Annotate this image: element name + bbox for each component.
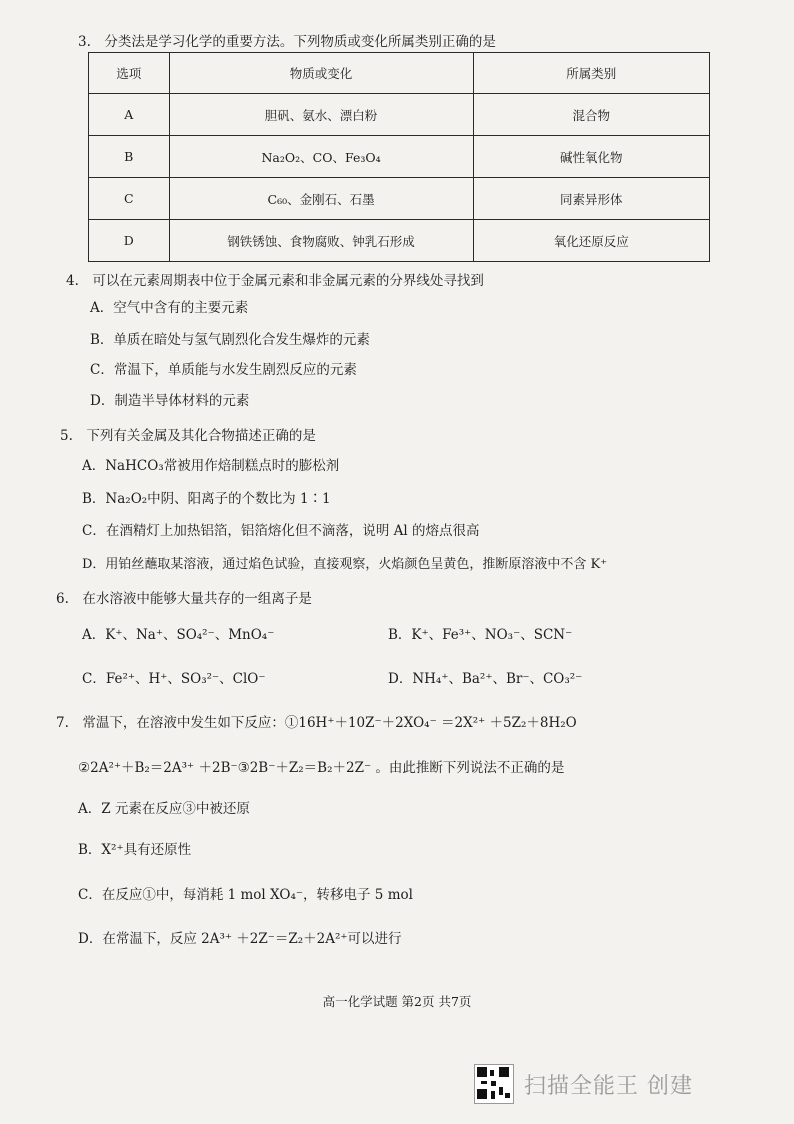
table-cell-item: Na₂O₂、CO、Fe₃O₄: [169, 136, 473, 178]
table-cell-item: C₆₀、金刚石、石墨: [169, 178, 473, 220]
question-6-option-d: D．NH₄⁺、Ba²⁺、Br⁻、CO₃²⁻: [388, 671, 583, 687]
question-7-title: 7. 常温下，在溶液中发生如下反应：①16H⁺＋10Z⁻＋2XO₄⁻ ＝2X²⁺ ＋5Z₂＋8H₂O: [56, 715, 577, 731]
question-7-option-c: C．在反应①中，每消耗 1 mol XO₄⁻，转移电子 5 mol: [78, 887, 413, 903]
table-header-row: [89, 53, 710, 94]
question-5-option-d: D．用铂丝蘸取某溶液，通过焰色试验，直接观察，火焰颜色呈黄色，推断原溶液中不含 K⁺: [82, 557, 608, 572]
table-row: [89, 178, 710, 220]
table-header-option: 选项: [89, 53, 170, 94]
question-7-reactions: ②2A²⁺＋B₂＝2A³⁺ ＋2B⁻③2B⁻＋Z₂＝B₂＋2Z⁻ 。由此推断下列说法不正确的是: [78, 760, 565, 776]
table-header-item: 物质或变化: [169, 53, 473, 94]
table-cell-category: 氧化还原反应: [473, 220, 709, 262]
table-header-category: 所属类别: [473, 53, 709, 94]
question-4-option-c: C．常温下，单质能与水发生剧烈反应的元素: [90, 362, 357, 378]
question-7-option-d: D．在常温下，反应 2A³⁺ ＋2Z⁻＝Z₂＋2A²⁺可以进行: [78, 931, 402, 947]
page-footer: 高一化学试题 第2页 共7页: [322, 994, 472, 1009]
question-4-title: 4. 可以在元素周期表中位于金属元素和非金属元素的分界线处寻找到: [66, 273, 484, 289]
question-5-title: 5. 下列有关金属及其化合物描述正确的是: [60, 428, 316, 444]
classification-table: [88, 52, 710, 262]
table-cell-option: A: [89, 94, 170, 136]
question-4-option-d: D．制造半导体材料的元素: [90, 393, 250, 409]
table-cell-item: 胆矾、氨水、漂白粉: [169, 94, 473, 136]
table-cell-option: B: [89, 136, 170, 178]
table-row: [89, 136, 710, 178]
table-row: [89, 220, 710, 262]
question-7-option-b: B．X²⁺具有还原性: [78, 842, 192, 858]
table-cell-item: 钢铁锈蚀、食物腐败、钟乳石形成: [169, 220, 473, 262]
question-3-title: 3. 分类法是学习化学的重要方法。下列物质或变化所属类别正确的是: [78, 34, 496, 50]
question-6-option-b: B．K⁺、Fe³⁺、NO₃⁻、SCN⁻: [388, 627, 573, 643]
table-cell-category: 同素异形体: [473, 178, 709, 220]
question-7-option-a: A．Z 元素在反应③中被还原: [78, 801, 250, 817]
table-cell-option: D: [89, 220, 170, 262]
scanner-brand-text: 扫描全能王 创建: [524, 1073, 693, 1099]
question-5-option-c: C．在酒精灯上加热铝箔，铝箔熔化但不滴落，说明 Al 的熔点很高: [82, 523, 480, 539]
question-6-option-c: C．Fe²⁺、H⁺、SO₃²⁻、ClO⁻: [82, 671, 266, 687]
question-6-title: 6. 在水溶液中能够大量共存的一组离子是: [56, 591, 312, 607]
question-4-option-b: B．单质在暗处与氢气剧烈化合发生爆炸的元素: [90, 332, 370, 348]
table-cell-category: 混合物: [473, 94, 709, 136]
table-cell-option: C: [89, 178, 170, 220]
question-6-option-a: A．K⁺、Na⁺、SO₄²⁻、MnO₄⁻: [82, 627, 275, 643]
qr-code-icon: [474, 1064, 514, 1104]
question-5-option-a: A．NaHCO₃常被用作焙制糕点时的膨松剂: [82, 458, 340, 474]
scanner-watermark: [474, 1064, 693, 1104]
question-4-option-a: A．空气中含有的主要元素: [90, 300, 249, 316]
question-5-option-b: B．Na₂O₂中阴、阳离子的个数比为 1∶1: [82, 491, 331, 507]
table-cell-category: 碱性氧化物: [473, 136, 709, 178]
table-row: [89, 94, 710, 136]
